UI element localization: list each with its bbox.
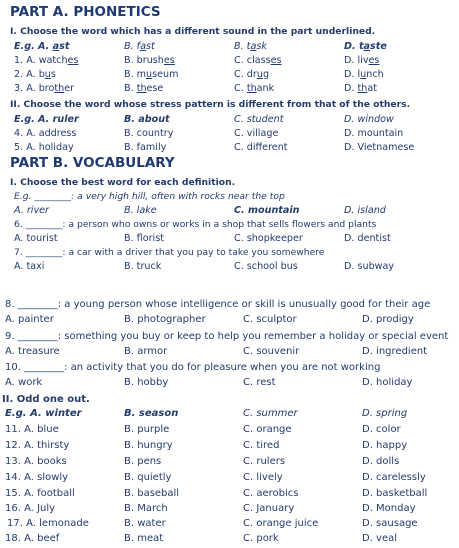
option-c: C. souvenir — [243, 346, 300, 357]
option-d: D. mountain — [344, 128, 404, 139]
option-a: 14. A. slowly — [5, 472, 69, 483]
option-a: E.g. A. winter — [5, 408, 82, 419]
option-c: C. school bus — [234, 261, 298, 272]
option-d: D. Monday — [362, 503, 416, 514]
option-d: D. veal — [362, 533, 398, 544]
question-3-row — [14, 83, 454, 98]
option-d: D. lunch — [344, 69, 384, 80]
option-a: 13. A. books — [5, 456, 67, 467]
option-c: C. thank — [234, 83, 275, 94]
option-b: B. armor — [124, 346, 168, 357]
option-d: D. carelessly — [362, 472, 426, 483]
option-d: D. dolls — [362, 456, 400, 467]
option-b: B. season — [124, 408, 179, 419]
question-14-row — [5, 472, 455, 487]
option-c: C. village — [234, 128, 279, 139]
option-c: C. rulers — [243, 456, 286, 467]
option-d: D. holiday — [362, 377, 413, 388]
part-a-section-2-heading: II. Choose the word whose stress pattern is different from that of the others. — [10, 99, 411, 110]
option-a: 4. A. address — [14, 128, 77, 139]
option-a: A. treasure — [5, 346, 60, 357]
question-8: 8. ________: a young person whose intelligence or skill is unusually good for their age — [5, 299, 431, 310]
question-7: 7. ________: a car with a driver that you pay to take you somewhere — [14, 247, 325, 258]
option-c: C. classes — [234, 55, 282, 66]
definition-example: E.g. ________: a very high hill, often with rocks near the top — [14, 191, 285, 202]
option-b: B. lake — [124, 205, 157, 216]
part-b-title: PART B. VOCABULARY — [10, 155, 175, 171]
option-a: E.g. A. ruler — [14, 114, 79, 125]
part-b-section-1-heading: I. Choose the best word for each definition. — [10, 177, 236, 188]
part-a-title: PART A. PHONETICS — [10, 4, 161, 20]
option-a: 12. A. thirsty — [5, 440, 70, 451]
option-d: D. sausage — [362, 518, 418, 529]
option-a: 15. A. football — [5, 488, 75, 499]
option-a: 17. A. lemonade — [7, 518, 89, 529]
part-b-section-2-heading: II. Odd one out. — [2, 394, 90, 405]
option-a: A. taxi — [14, 261, 45, 272]
option-d: D. subway — [344, 261, 395, 272]
option-d: D. basketball — [362, 488, 428, 499]
option-c: C. orange juice — [243, 518, 319, 529]
question-12-row — [5, 440, 455, 455]
odd-example-row — [5, 408, 455, 423]
option-b: B. florist — [124, 233, 164, 244]
option-d: D. that — [344, 83, 377, 94]
option-d: D. window — [344, 114, 394, 125]
option-a: 5. A. holiday — [14, 142, 74, 153]
option-c: C. pork — [243, 533, 279, 544]
question-10: 10. ________: an activity that you do for pleasure when you are not working — [5, 362, 381, 373]
option-b: B. country — [124, 128, 174, 139]
option-b: B. these — [124, 83, 164, 94]
question-6: 6. ________: a person who owns or works in a shop that sells flowers and plants — [14, 219, 377, 230]
option-a: A. painter — [5, 314, 54, 325]
question-9: 9. ________: something you buy or keep to help you remember a holiday or special event — [5, 331, 449, 342]
option-d: D. taste — [344, 41, 387, 52]
option-c: C. shopkeeper — [234, 233, 303, 244]
option-d: D. spring — [362, 408, 408, 419]
option-a: A. river — [14, 205, 49, 216]
option-c: B. task — [234, 41, 267, 52]
option-a: 1. A. watches — [14, 55, 79, 66]
definition-example-options — [14, 205, 454, 220]
question-2-row — [14, 69, 454, 84]
option-c: C. aerobics — [243, 488, 299, 499]
option-d: D. Vietnamese — [344, 142, 415, 153]
question-11-row — [5, 424, 455, 439]
question-17-row — [7, 518, 455, 533]
question-7-options — [14, 261, 454, 276]
option-a: A. tourist — [14, 233, 58, 244]
option-d: D. ingredient — [362, 346, 428, 357]
option-a: 16. A. July — [5, 503, 56, 514]
question-4-row — [14, 128, 454, 143]
option-a: 11. A. blue — [5, 424, 59, 435]
option-b: B. museum — [124, 69, 179, 80]
question-9-options — [5, 346, 455, 361]
option-c: C. rest — [243, 377, 276, 388]
option-d: D. lives — [344, 55, 380, 66]
option-b: B. brushes — [124, 55, 175, 66]
option-c: C. January — [243, 503, 295, 514]
option-c: C. different — [234, 142, 288, 153]
option-b: B. truck — [124, 261, 162, 272]
option-c: C. lively — [243, 472, 283, 483]
option-b: B. quietly — [124, 472, 172, 483]
option-c: C. mountain — [234, 205, 300, 216]
option-a: A. work — [5, 377, 43, 388]
option-a: 2. A. bus — [14, 69, 56, 80]
option-c: C. summer — [243, 408, 298, 419]
stress-example-row — [14, 114, 454, 129]
option-d: D. happy — [362, 440, 408, 451]
option-b: B. water — [124, 518, 166, 529]
question-15-row — [5, 488, 455, 503]
option-c: C. student — [234, 114, 284, 125]
option-a: 18. A. beef — [5, 533, 60, 544]
option-a: E.g. A. ast — [14, 41, 70, 52]
option-c: C. sculptor — [243, 314, 297, 325]
option-b: B. meat — [124, 533, 164, 544]
option-b: B. purple — [124, 424, 170, 435]
question-16-row — [5, 503, 455, 518]
option-b: B. hobby — [124, 377, 169, 388]
option-b: B. fast — [124, 41, 155, 52]
question-1-row — [14, 55, 454, 70]
option-b: B. hungry — [124, 440, 173, 451]
question-6-options — [14, 233, 454, 248]
option-d: D. prodigy — [362, 314, 414, 325]
option-b: B. pens — [124, 456, 162, 467]
option-d: D. dentist — [344, 233, 391, 244]
option-a: 3. A. brother — [14, 83, 75, 94]
part-a-section-1-heading: I. Choose the word which has a different sound in the part underlined. — [10, 26, 376, 37]
option-b: B. photographer — [124, 314, 206, 325]
option-c: C. drug — [234, 69, 270, 80]
option-c: C. orange — [243, 424, 292, 435]
phonetics-example-row — [14, 41, 454, 56]
option-d: D. color — [362, 424, 401, 435]
option-c: C. tired — [243, 440, 280, 451]
question-13-row — [5, 456, 455, 471]
option-b: B. baseball — [124, 488, 180, 499]
option-d: D. island — [344, 205, 386, 216]
question-8-options — [5, 314, 455, 329]
option-b: B. March — [124, 503, 168, 514]
option-b: B. about — [124, 114, 170, 125]
option-b: B. family — [124, 142, 167, 153]
question-10-options — [5, 377, 455, 392]
